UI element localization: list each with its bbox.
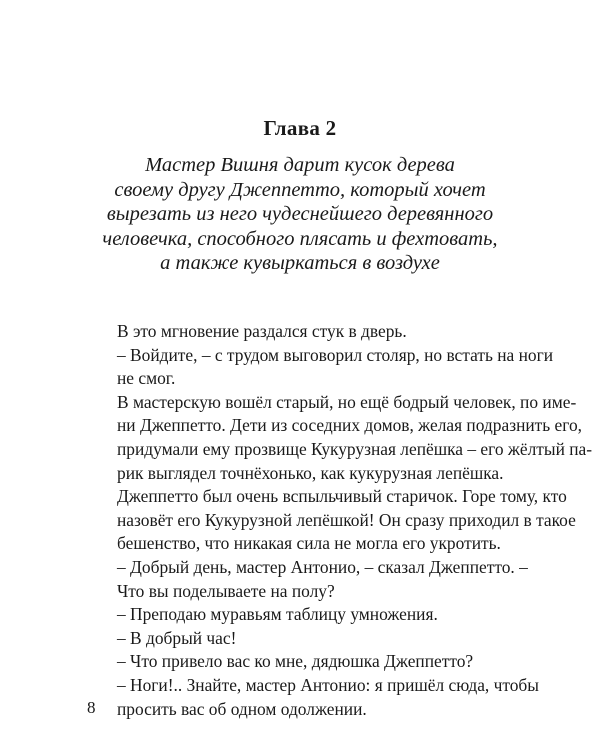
text-line: – Ноги!.. Знайте, мастер Антонио: я пришёл сюда, чтобы [117, 674, 539, 695]
text-line: не смог. [117, 368, 176, 389]
paragraph [117, 485, 576, 556]
paragraph [117, 603, 510, 627]
epigraph-line: человечка, способного плясать и фехтовать, [102, 227, 498, 250]
text-line: ни Джеппетто. Дети из соседних домов, желая подразнить его, [117, 415, 583, 436]
epigraph-line: Мастер Вишня дарит кусок дерева [145, 154, 455, 176]
epigraph-line: вырезать из него чудеснейшего деревянного [106, 203, 494, 225]
text-line: В это мгновение раздался стук в дверь. [117, 321, 407, 341]
text-line: Что вы поделываете на полу? [117, 580, 335, 601]
body-text [117, 320, 593, 721]
text-line: придумали ему прозвище Кукурузная лепёшка – его жёлтый па- [117, 438, 593, 459]
chapter-title: Глава 2 [263, 116, 337, 140]
paragraph [117, 556, 528, 603]
chapter-epigraph [60, 153, 540, 276]
page-number: 8 [87, 698, 96, 717]
text-line: назовёт его Кукурузной лепёшкой! Он сразу приходил в такое [117, 509, 576, 530]
text-line: – В добрый час! [117, 627, 237, 648]
text-line: Джеппетто был очень вспыльчивый старичок. Горе тому, кто [117, 486, 567, 507]
text-line: – Что привело вас ко мне, дядюшка Джеппетто? [117, 651, 474, 672]
paragraph [117, 391, 593, 485]
paragraph [117, 320, 510, 344]
epigraph-line: своему другу Джеппетто, который хочет [114, 178, 486, 201]
paragraph [117, 344, 554, 391]
text-line: – Добрый день, мастер Антонио, – сказал Джеппетто. – [117, 556, 528, 577]
text-line: просить вас об одном одолжении. [117, 698, 367, 719]
text-line: В мастерскую вошёл старый, но ещё бодрый человек, по име- [117, 391, 577, 412]
text-line: – Преподаю муравьям таблицу умножения. [117, 604, 438, 625]
paragraph [117, 650, 510, 674]
epigraph-line: а также кувыркаться в воздухе [160, 252, 440, 274]
text-line: рик выглядел точнёхонько, как кукурузная лепёшка. [117, 462, 504, 483]
paragraph [117, 627, 510, 651]
text-line: – Войдите, – с трудом выговорил столяр, но встать на ноги [117, 344, 554, 365]
text-line: бешенство, что никакая сила не могла его укротить. [117, 533, 501, 554]
paragraph [117, 674, 539, 721]
